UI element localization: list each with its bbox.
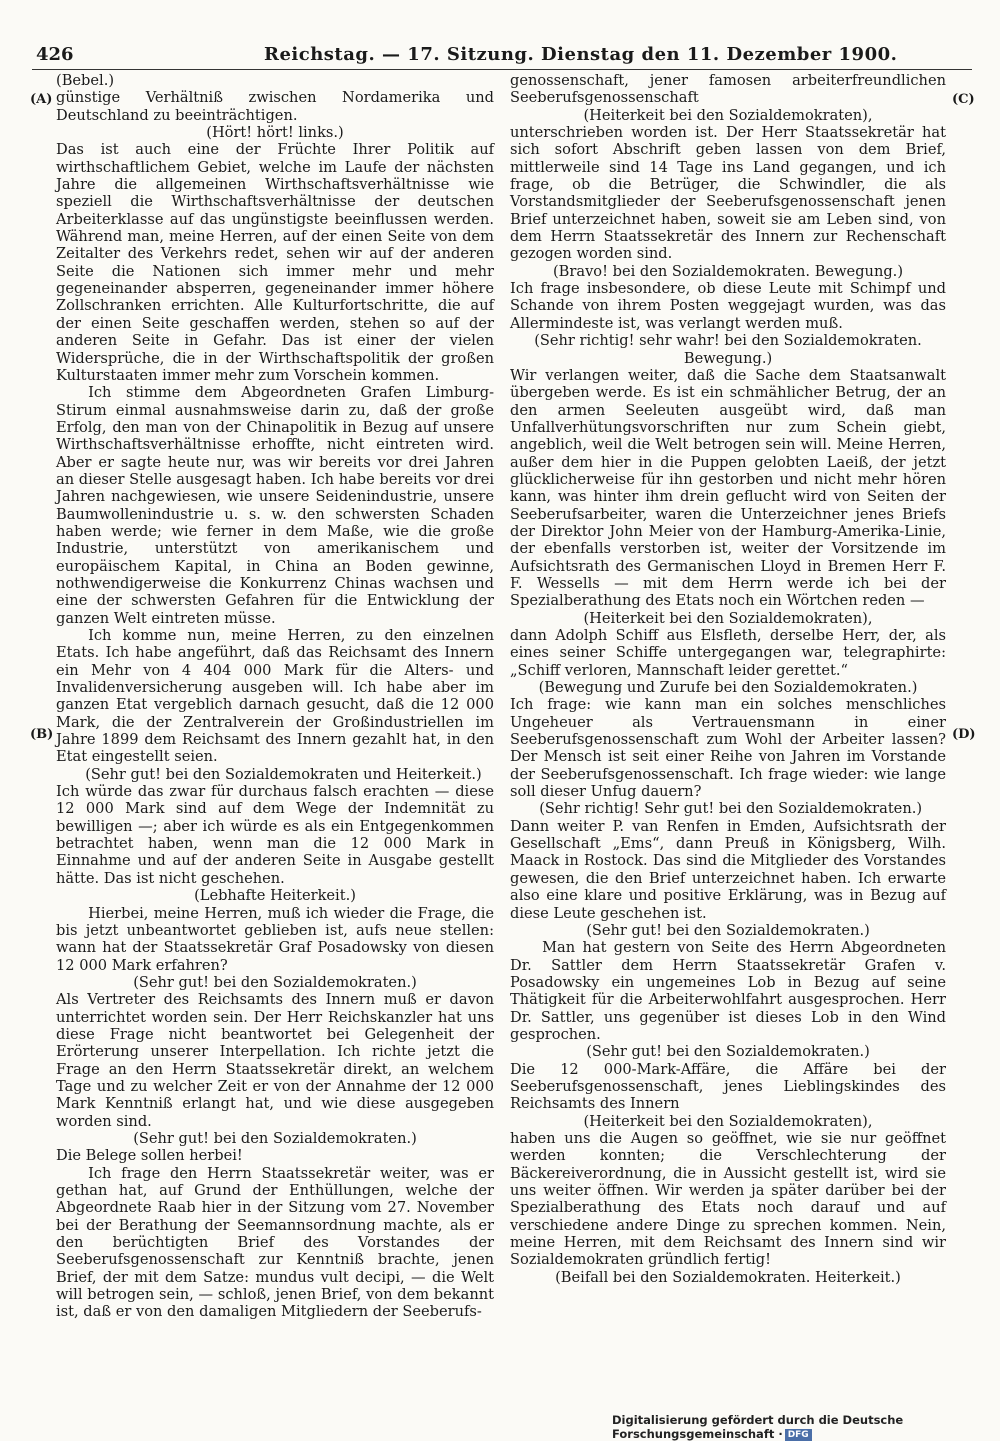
left-column-paragraph: (Bebel.) [56,72,115,89]
left-column-paragraph: Das ist auch eine der Früchte Ihrer Politik auf wirthschaftlichem Gebiet, welche im Laufe der nächsten Jahre die allgemeinen Wirthschaftsverhältnisse wie speziell die Wirthschaftsverhältnisse der deutschen Arbeiterklasse auf das ungünstigste beeinflussen werden. Während man, meine Herren, auf der einen Seite von dem Zeitalter des Verkehrs redet, sehen wir auf der anderen Seite die Nationen sich immer mehr und mehr gegeneinander absperren, gegeneinander immer höhere Zollschranken errichten. Alle Kulturfortschritte, die auf der einen Seite geschaffen werden, stehen so auf der anderen Seite in Gefahr. Das ist einer der vielen Widersprüche, die in der Wirthschaftspolitik der großen Kulturstaaten immer mehr zum Vorschein kommen. [56,141,494,384]
margin-marker-b: (B) [30,727,54,742]
right-column-paragraph: (Beifall bei den Sozialdemokraten. Heiterkeit.) [555,1268,901,1286]
left-column-paragraph: (Lebhafte Heiterkeit.) [194,887,356,905]
right-column-paragraph: dann Adolph Schiff aus Elsfleth, derselbe Herr, der, als eines seiner Schiffe untergegangen war, telegraphirte: „Schiff verloren, Mannschaft leider gerettet.“ [510,627,946,679]
left-column-paragraph: (Sehr gut! bei den Sozialdemokraten.) [133,973,417,991]
right-column-paragraph: (Heiterkeit bei den Sozialdemokraten), [583,106,873,124]
left-column-paragraph: Ich stimme dem Abgeordneten Grafen Limburg-Stirum einmal ausnahmsweise darin zu, daß der große Erfolg, den man von der Chinapolitik in Bezug auf unsere Wirthschaftsverhältnisse erhoffte, nicht eintreten wird. Aber er sagte heute nur, was wir bereits vor drei Jahren an dieser Stelle ausgesagt haben. Ich habe bereits vor drei Jahren nachgewiesen, wie unsere Seidenindustrie, unsere Baumwollenindustrie u. s. w. den schwersten Schaden haben werde; wie ferner in dem Maße, wie die große Industrie, unterstützt von amerikanischem und europäischem Kapital, in China an Boden gewinne, nothwendigerweise die Konkurrenz Chinas wachsen und eine der schwersten Gefahren für die Entwicklung der ganzen Welt eintreten müsse. [56,384,494,627]
left-column-paragraph: Als Vertreter des Reichsamts des Innern muß er davon unterrichtet worden sein. Der Herr Reichskanzler hat uns diese Frage nicht beantwortet bei Gelegenheit der Erörterung unserer Interpellation. Ich richte jetzt die Frage an den Herrn Staatssekretär direkt, an welchem Tage und zu welcher Zeit er von der Annahme der 12 000 Mark Kenntniß erlangt hat, und wie diese ausgegeben worden sind. [56,991,494,1130]
right-column-paragraph: Man hat gestern von Seite des Herrn Abgeordneten Dr. Sattler dem Herrn Staatssekretär Grafen v. Posadowsky ein ungemeines Lob in Bezug auf seine Thätigkeit für die Arbeiterwohlfahrt ausgesprochen. Herr Dr. Sattler, uns gegenüber ist dieses Lob in den Wind gesprochen. [510,939,946,1043]
right-column-paragraph: Die 12 000-Mark-Affäre, die Affäre bei der Seeberufsgenossenschaft, jenes Lieblingskindes des Reichsamts des Innern [510,1060,946,1113]
right-column-paragraph: unterschrieben worden ist. Der Herr Staatssekretär hat sich sofort Abschrift geben lassen von dem Brief, mittlerweile sind 14 Tage ins Land gegangen, und ich frage, ob die Betrüger, die Schwindler, die als Vorstandsmitglieder der Seeberufsgenossenschaft jenen Brief unterzeichnet haben, soweit sie am Leben sind, von dem Herrn Staatssekretär des Innern zur Rechenschaft gezogen worden sind. [510,124,946,263]
left-column-paragraph: Ich komme nun, meine Herren, zu den einzelnen Etats. Ich habe angeführt, daß das Reichsamt des Innern ein Mehr von 4 404 000 Mark für die Alters- und Invalidenversicherung ausgeben will. Ich habe aber im ganzen Etat vergeblich darnach gesucht, daß die 12 000 Mark, die der Zentralverein der Großindustriellen im Jahre 1899 dem Reichsamt des Innern gezahlt hat, in den Etat eingestellt seien. [56,627,494,766]
right-column-paragraph: (Bewegung und Zurufe bei den Sozialdemokraten.) [538,679,918,697]
left-column-paragraph: Die Belege sollen herbei! [56,1147,243,1165]
right-column-paragraph: (Sehr richtig! Sehr gut! bei den Sozialdemokraten.) [539,800,923,818]
right-column-paragraph: Dann weiter P. van Renfen in Emden, Aufsichtsrath der Gesellschaft „Ems“, dann Preuß in Königsberg, Wilh. Maack in Rostock. Das sind die Mitglieder des Vorstandes gewesen, die den Brief unterzeichnet haben. Ich erwarte also eine klare und positive Erklärung, was in Bezug auf diese Leute geschehen ist. [510,817,946,922]
right-column-paragraph: (Sehr gut! bei den Sozialdemokraten.) [586,1043,870,1061]
left-column-paragraph: Ich würde das zwar für durchaus falsch erachten — diese 12 000 Mark sind auf dem Wege der Indemnität zu bewilligen —; aber ich würde es als ein Entgegenkommen betrachtet haben, wenn man die 12 000 Mark in Einnahme und auf der anderen Seite in Ausgabe gestellt hätte. Das ist nicht geschehen. [56,783,494,887]
right-column-paragraph: haben uns die Augen so geöffnet, wie sie nur geöffnet werden konnten; die Verschlechterung der Bäckereiverordnung, die in Aussicht gestellt ist, wird sie uns weiter öffnen. Wir werden ja später darüber bei der Spezialberathung des Etats noch darauf und auf verschiedene andere Dinge zu sprechen kommen. Nein, meine Herren, mit dem Reichsamt des Innern sind wir Sozialdemokraten gründlich fertig! [510,1129,946,1269]
running-title: Reichstag. — 17. Sitzung. Dienstag den 11. Dezember 1900. [264,44,898,65]
right-column-paragraph: Ich frage insbesondere, ob diese Leute mit Schimpf und Schande von ihrem Posten weggejagt wurden, was das Allermindeste ist, was verlangt werden muß. [510,280,946,332]
right-column-paragraph: genossenschaft, jener famosen arbeiterfreundlichen Seeberufsgenossenschaft [510,72,946,107]
right-column-paragraph: (Heiterkeit bei den Sozialdemokraten), [583,609,873,627]
right-column-paragraph: Ich frage: wie kann man ein solches menschliches Ungeheuer als Vertrauensmann in einer Seeberufsgenossenschaft zum Wohl der Arbeiter lassen? Der Mensch ist seit einer Reihe von Jahren im Vorstande der Seeberufsgenossenschaft. Ich frage wieder: wie lange soll dieser Unfug dauern? [510,696,946,801]
header-rule [32,69,972,70]
left-column [56,72,494,1321]
right-column-paragraph: (Heiterkeit bei den Sozialdemokraten), [583,1112,873,1130]
right-column-paragraph: (Sehr richtig! sehr wahr! bei den Sozialdemokraten. Bewegung.) [534,332,922,367]
page-header [36,44,966,68]
left-column-paragraph: günstige Verhältniß zwischen Nordamerika und Deutschland zu beeinträchtigen. [56,89,494,124]
right-column-paragraph: Wir verlangen weiter, daß die Sache dem Staatsanwalt übergeben werde. Es ist ein schmählicher Betrug, der an den armen Seeleuten ausgeübt wird, daß man Unfallverhütungsvorschriften nur zum Schein giebt, angeblich, weil die Welt betrogen sein will. Meine Herren, außer dem hier in die Puppen gelobten Laeiß, der jetzt glücklicherweise für ihn gestorben und nicht mehr hören kann, was hinter ihm drein geflucht wird von Seiten der Seeberufsarbeiter, waren die Unterzeichner jenes Briefs der Direktor John Meier von der Hamburg-Amerika-Linie, der ebenfalls verstorben ist, weiter der Vorsitzende im Aufsichtsrath des Germanischen Lloyd in Bremen Herr F. F. Wessells — mit dem Herrn werde ich bei der Spezialberathung des Etats noch ein Wörtchen reden — [510,366,946,610]
dfg-logo: DFG [785,1429,812,1441]
right-column-paragraph: (Bravo! bei den Sozialdemokraten. Bewegung.) [552,262,904,280]
left-column-paragraph: Hierbei, meine Herren, muß ich wieder die Frage, die bis jetzt unbeantwortet geblieben ist, aufs neue stellen: wann hat der Staatssekretär Graf Posadowsky von diesen 12 000 Mark erfahren? [56,904,494,974]
page-number: 426 [36,44,74,65]
footer-credit-text: Digitalisierung gefördert durch die Deutsche Forschungsgemeinschaft · [612,1413,904,1441]
left-column-paragraph: (Sehr gut! bei den Sozialdemokraten.) [133,1129,417,1147]
right-column [510,72,946,1286]
left-column-paragraph: (Hört! hört! links.) [206,124,344,142]
margin-marker-a: (A) [30,92,53,107]
left-column-paragraph: Ich frage den Herrn Staatssekretär weiter, was er gethan hat, auf Grund der Enthüllungen, welche der Abgeordnete Raab hier in der Sitzung vom 27. November bei der Berathung der Seemannsordnung machte, als er den berüchtigten Brief des Vorstandes der Seeberufsgenossenschaft zur Kenntniß brachte, jenen Brief, der mit dem Satze: mundus vult decipi, — die Welt will betrogen sein, — schloß, jenen Brief, von dem bekannt ist, daß er von den damaligen Mitgliedern der Seeberufs- [56,1164,494,1321]
footer-credit [612,1413,1000,1441]
right-column-paragraph: (Sehr gut! bei den Sozialdemokraten.) [586,921,870,939]
left-column-paragraph: (Sehr gut! bei den Sozialdemokraten und Heiterkeit.) [85,765,482,783]
margin-marker-c: (C) [952,92,975,107]
margin-marker-d: (D) [952,727,976,742]
